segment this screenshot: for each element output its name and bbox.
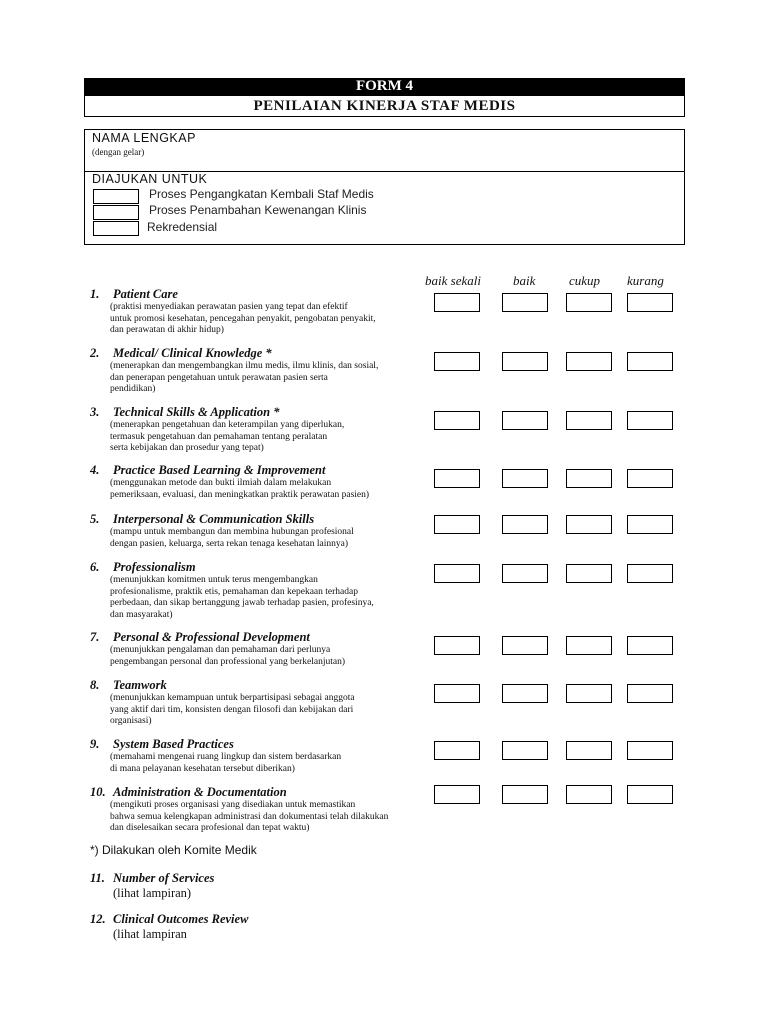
extra-item-note: (lihat lampiran	[113, 927, 187, 941]
criterion-description-line: (menggunakan metode dan bukti ilmiah dalam melakukan	[110, 478, 332, 488]
rating-box-cukup[interactable]	[566, 564, 612, 583]
criterion-description-line: yang aktif dari tim, konsisten dengan filosofi dan kebijakan dari	[110, 704, 354, 715]
rating-box-kurang[interactable]	[627, 684, 673, 703]
criterion-description-line: (mampu untuk membangun dan membina hubungan profesional	[110, 527, 354, 537]
rating-box-cukup[interactable]	[566, 741, 612, 760]
extra-item-number: 12.	[90, 912, 106, 926]
criterion-description-line: (mengikuti proses organisasi yang disediakan untuk memastikan	[110, 800, 356, 810]
form-title: PENILAIAN KINERJA STAF MEDIS	[84, 95, 685, 117]
rating-box-baik-sekali[interactable]	[434, 785, 480, 804]
extra-item-note: (lihat lampiran)	[113, 886, 192, 900]
criterion-description-line: (menunjukkan kemampuan untuk berpartisipasi sebagai anggota	[110, 693, 355, 703]
criterion-description-line: (praktisi menyediakan perawatan pasien yang tepat dan efektif	[110, 302, 348, 312]
rating-box-cukup[interactable]	[566, 515, 612, 534]
criterion-number: 4.	[90, 463, 100, 477]
rating-box-baik[interactable]	[502, 636, 548, 655]
rating-box-cukup[interactable]	[566, 293, 612, 312]
rating-box-baik-sekali[interactable]	[434, 293, 480, 312]
option-label-reappointment: Proses Pengangkatan Kembali Staf Medis	[149, 187, 374, 201]
extra-item-title: Clinical Outcomes Review	[113, 912, 249, 926]
name-label: NAMA LENGKAP	[92, 131, 196, 145]
criterion-description	[110, 302, 450, 337]
criterion-title: Medical/ Clinical Knowledge *	[113, 346, 272, 360]
criterion-description-line: serta kebijakan dan prosedur yang tepat)	[110, 443, 264, 453]
rating-box-baik-sekali[interactable]	[434, 564, 480, 583]
rating-box-baik[interactable]	[502, 469, 548, 488]
rating-box-cukup[interactable]	[566, 785, 612, 804]
rating-box-baik[interactable]	[502, 785, 548, 804]
rating-box-baik-sekali[interactable]	[434, 741, 480, 760]
option-checkbox-privilege-addition[interactable]	[93, 205, 139, 220]
criterion-description-line: bahwa semua kelengkapan administrasi dan dokumentasi telah dilakukan	[110, 811, 389, 822]
purpose-label: DIAJUKAN UNTUK	[92, 172, 208, 186]
rating-box-baik-sekali[interactable]	[434, 411, 480, 430]
form-number-banner: FORM 4	[84, 78, 685, 95]
rating-box-baik-sekali[interactable]	[434, 636, 480, 655]
rating-box-kurang[interactable]	[627, 352, 673, 371]
rating-box-baik-sekali[interactable]	[434, 515, 480, 534]
criterion-description-line: organisasi)	[110, 716, 152, 726]
criterion-description-line: profesionalisme, praktik etis, pemahaman dan kepekaan terhadap	[110, 586, 358, 597]
criterion-title: Personal & Professional Development	[113, 630, 310, 644]
criterion-title: Professionalism	[113, 560, 196, 574]
criterion-description-line: dan diselesaikan secara profesional dan tepat waktu)	[110, 823, 310, 833]
criterion-description	[110, 800, 450, 835]
extra-item-title: Number of Services	[113, 871, 215, 885]
footnote: *) Dilakukan oleh Komite Medik	[90, 843, 257, 857]
criterion-title: System Based Practices	[113, 737, 234, 751]
criterion-description-line: perbedaan, dan sikap bertanggung jawab terhadap pasien, profesinya,	[110, 598, 374, 608]
rating-box-kurang[interactable]	[627, 411, 673, 430]
criterion-number: 5.	[90, 512, 100, 526]
rating-box-baik[interactable]	[502, 411, 548, 430]
rating-box-baik[interactable]	[502, 293, 548, 312]
criterion-description-line: pengembangan personal dan professional yang berkelanjutan)	[110, 656, 346, 667]
criterion-description	[110, 645, 450, 668]
rating-box-baik-sekali[interactable]	[434, 684, 480, 703]
criterion-description-line: (menunjukkan pengalaman dan pemahaman dari perlunya	[110, 645, 331, 655]
rating-box-kurang[interactable]	[627, 293, 673, 312]
column-header-kurang: kurang	[627, 273, 664, 288]
criterion-description-line: (menunjukkan komitmen untuk terus mengembangkan	[110, 575, 318, 585]
criterion-title: Administration & Documentation	[113, 785, 287, 799]
criterion-number: 7.	[90, 630, 100, 644]
criterion-title: Practice Based Learning & Improvement	[113, 463, 326, 477]
rating-box-cukup[interactable]	[566, 469, 612, 488]
criterion-description-line: (memahami mengenai ruang lingkup dan sistem berdasarkan	[110, 752, 342, 762]
criterion-description-line: pendidikan)	[110, 384, 156, 394]
criterion-description-line: di mana pelayanan kesehatan tersebut diberikan)	[110, 763, 295, 774]
rating-box-cukup[interactable]	[566, 684, 612, 703]
rating-box-baik[interactable]	[502, 684, 548, 703]
criterion-description-line: (menerapkan dan mengembangkan ilmu medis, ilmu klinis, dan sosial,	[110, 361, 379, 371]
identity-box	[84, 129, 685, 245]
criterion-description-line: dan penerapan pengetahuan untuk perawatan pasien serta	[110, 372, 328, 383]
criterion-number: 3.	[90, 405, 100, 419]
option-checkbox-recredential[interactable]	[93, 221, 139, 236]
rating-box-cukup[interactable]	[566, 411, 612, 430]
rating-box-kurang[interactable]	[627, 785, 673, 804]
criterion-description	[110, 420, 450, 455]
criterion-description-line: pemeriksaan, evaluasi, dan meningkatkan praktik perawatan pasien)	[110, 489, 370, 500]
column-header-baik-sekali: baik sekali	[425, 273, 481, 288]
criterion-description-line: dan masyarakat)	[110, 609, 173, 620]
option-label-privilege-addition: Proses Penambahan Kewenangan Klinis	[149, 203, 367, 217]
criterion-number: 1.	[90, 287, 100, 301]
criterion-description-line: termasuk pengetahuan dan pemahaman tentang peralatan	[110, 431, 328, 442]
rating-box-baik[interactable]	[502, 741, 548, 760]
rating-box-baik-sekali[interactable]	[434, 352, 480, 371]
criterion-description-line: (menerapkan pengetahuan dan keterampilan yang diperlukan,	[110, 420, 345, 430]
criterion-title: Interpersonal & Communication Skills	[113, 512, 315, 526]
rating-box-cukup[interactable]	[566, 352, 612, 371]
rating-box-kurang[interactable]	[627, 636, 673, 655]
option-checkbox-reappointment[interactable]	[93, 189, 139, 204]
criterion-number: 9.	[90, 737, 100, 751]
criterion-description	[110, 575, 450, 621]
criterion-description	[110, 693, 450, 728]
criterion-description-line: dengan pasien, keluarga, serta rekan tenaga kesehatan lainnya)	[110, 538, 349, 549]
rating-box-cukup[interactable]	[566, 636, 612, 655]
extra-item-number: 11.	[90, 871, 105, 885]
criterion-title: Teamwork	[113, 678, 167, 692]
criterion-title: Technical Skills & Application *	[113, 405, 280, 419]
rating-box-kurang[interactable]	[627, 515, 673, 534]
criterion-title: Patient Care	[113, 287, 178, 301]
criterion-description	[110, 752, 450, 775]
criterion-number: 8.	[90, 678, 100, 692]
rating-box-baik[interactable]	[502, 352, 548, 371]
rating-box-baik[interactable]	[502, 515, 548, 534]
criterion-description	[110, 527, 450, 550]
criterion-description	[110, 478, 450, 501]
criterion-description	[110, 361, 450, 396]
column-header-cukup: cukup	[569, 273, 601, 288]
option-label-recredential: Rekredensial	[147, 220, 218, 234]
rating-box-baik[interactable]	[502, 564, 548, 583]
rating-box-baik-sekali[interactable]	[434, 469, 480, 488]
criterion-number: 10.	[90, 785, 106, 799]
column-header-baik: baik	[513, 273, 536, 288]
criterion-description-line: untuk promosi kesehatan, pencegahan penyakit, pengobatan penyakit,	[110, 313, 376, 324]
criterion-number: 2.	[90, 346, 100, 360]
criterion-description-line: dan perawatan di akhir hidup)	[110, 325, 224, 335]
rating-box-kurang[interactable]	[627, 741, 673, 760]
rating-box-kurang[interactable]	[627, 564, 673, 583]
criterion-number: 6.	[90, 560, 100, 574]
name-sublabel: (dengan gelar)	[92, 147, 145, 157]
rating-box-kurang[interactable]	[627, 469, 673, 488]
